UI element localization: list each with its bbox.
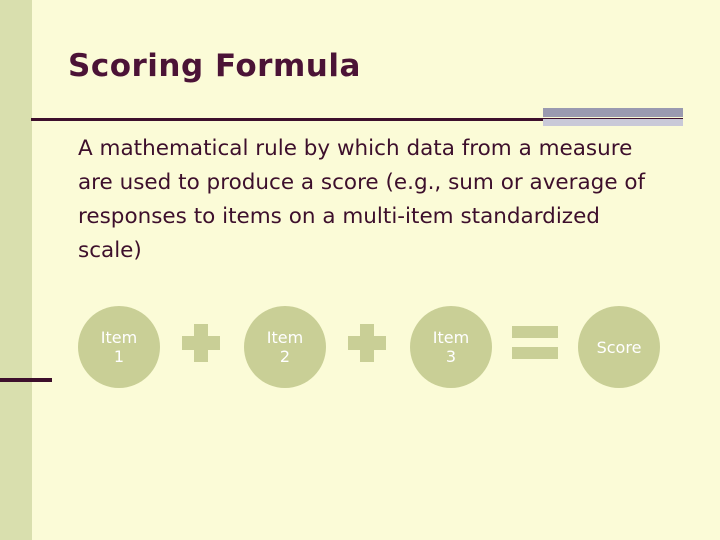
equals-icon: [512, 326, 558, 360]
page-title: Scoring Formula: [68, 48, 361, 84]
diagram-node-score: [578, 306, 660, 388]
node-label-line2: 1: [113, 347, 125, 366]
diagram-node-item-1: [78, 306, 160, 388]
node-label-line1: Item: [432, 328, 470, 347]
left-band-edge: [32, 0, 35, 540]
node-label-line1: Item: [100, 328, 138, 347]
plus-icon: [182, 324, 220, 362]
node-label-line1: Score: [596, 337, 642, 357]
body-paragraph: A mathematical rule by which data from a measure are used to produce a score (e.g., sum or average of responses to items on a multi-item standardized scale): [78, 136, 646, 263]
left-band-tick: [0, 378, 52, 382]
scoring-formula-diagram: [78, 302, 688, 392]
node-label-line2: 3: [445, 347, 457, 366]
node-label-line1: Item: [266, 328, 304, 347]
node-label-line2: 2: [279, 347, 291, 366]
divider-accent-bar-light: [543, 119, 683, 126]
divider-accent-bar: [543, 108, 683, 117]
plus-icon: [348, 324, 386, 362]
left-decorative-band: [0, 0, 32, 540]
diagram-node-item-2: [244, 306, 326, 388]
diagram-node-item-3: [410, 306, 492, 388]
